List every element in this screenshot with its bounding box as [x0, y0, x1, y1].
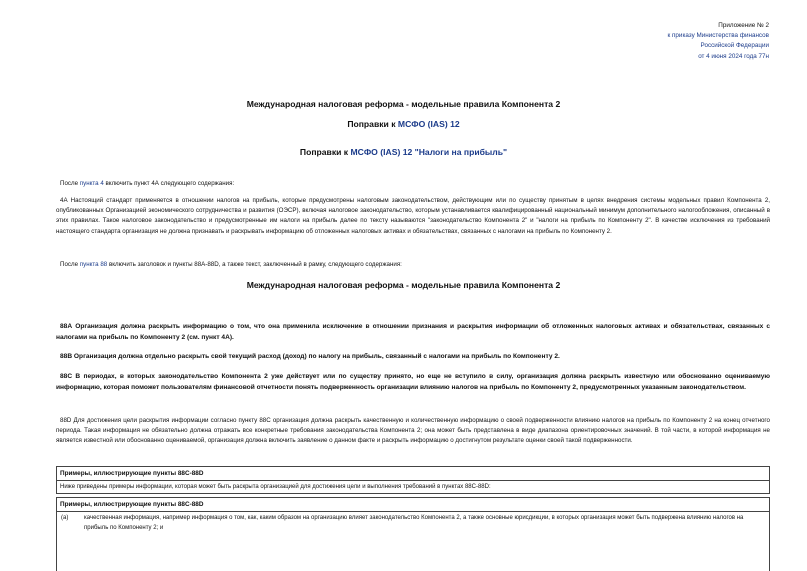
paragraph-after-88 — [56, 260, 770, 270]
paragraph-88-link[interactable]: пункта 88 — [79, 261, 108, 268]
list-item — [57, 512, 769, 533]
examples-box-title: Примеры, иллюстрирующие пункты 88С-88D — [57, 467, 769, 481]
document-title: Международная налоговая реформа - модельные правила Компонента 2 — [246, 99, 561, 109]
paragraph-text: включить пункт 4А следующего содержания: — [103, 180, 235, 187]
examples-box-continued-title: Примеры, иллюстрирующие пункты 88С-88D — [57, 498, 769, 512]
paragraph-text: После — [60, 261, 80, 268]
amendments-heading-prefix: Поправки к — [347, 119, 398, 129]
appendix-ministry-link[interactable]: Российской Федерации — [700, 42, 769, 50]
list-item-marker: (а) — [61, 515, 69, 521]
amendments-subheading — [0, 147, 807, 157]
appendix-order-link[interactable]: к приказу Министерства финансов — [667, 32, 769, 40]
paragraph-4-link[interactable]: пункта 4 — [79, 180, 104, 187]
section-heading: Международная налоговая реформа - модельные правила Компонента 2 — [246, 280, 561, 290]
paragraph-4a: 4А Настоящий стандарт применяется в отношении налогов на прибыль, которые предусмотрены налоговым законодательством, действующим или по существу принятым в целях внедрения системы модельных правил Компонента 2, опубликованных Организацией экономического сотрудничества и развития (ОЭСР), включая налоговое законодательство, которым устанавливается квалифицированный национальный минимум дополнительного налогообложения, описанный в этих правилах. Такое налоговое законодательство и предусмотренные им налоги на прибыль далее по тексту называются "законодательство Компонента 2" и "налоги на прибыль по Компоненту 2". В качестве исключения из требований настоящего стандарта организация не должна признавать и раскрывать информацию об отложенных налоговых активах и обязательствах, связанных с налогами на прибыль по Компоненту 2. — [56, 197, 770, 235]
paragraph-88a: 88А Организация должна раскрыть информацию о том, что она применила исключение в отношении признания и раскрытия информации об отложенных налоговых активах и обязательствах, связанных с налогами на прибыль по Компоненту 2 (см. пункт 4А). — [56, 323, 770, 341]
amendments-heading — [0, 119, 807, 129]
ias12-link[interactable]: МСФО (IAS) 12 — [397, 119, 460, 129]
examples-box-text: Ниже приведены примеры информации, которая может быть раскрыта организацией для достижения цели и выполнения требований в пунктах 88С-88D: — [60, 484, 491, 490]
paragraph-88b: 88В Организация должна отдельно раскрыть свой текущий расход (доход) по налогу на прибыль, связанный с налогами на прибыль по Компоненту 2. — [60, 353, 560, 360]
appendix-header — [469, 21, 769, 62]
list-item-text: качественная информация, например информация о том, как, каким образом на организацию влияет законодательство Компонента 2, а также основные юрисдикции, в которых организация может быть подвержена влиянию налогов на прибыль по Компоненту 2; и — [84, 515, 744, 531]
amendments-subheading-prefix: Поправки к — [299, 147, 351, 157]
appendix-number: Приложение № 2 — [718, 22, 769, 29]
paragraph-text: После — [60, 180, 80, 187]
examples-box-continued — [56, 497, 770, 571]
examples-box — [56, 466, 770, 494]
paragraph-text: включить заголовок и пункты 88А-88D, а также текст, заключенный в рамку, следующего содержания: — [107, 261, 402, 268]
paragraph-after-4 — [56, 179, 770, 189]
paragraph-88d: 88D Для достижения цели раскрытия информации согласно пункту 88С организация должна раскрыть качественную и количественную информацию о своей подверженности влиянию налогов на прибыль по Компоненту 2 на конец отчетного периода. Такая информация не обязательно должна отражать все конкретные требования законодательства Компонента 2; она может быть представлена в виде диапазона ориентировочных значений. В той части, в которой информация не является известной или обоснованно оцениваемой, организация должна включить заявление о данном факте и раскрыть информацию о достигнутом результате оценки своей такой подверженности. — [56, 417, 770, 445]
appendix-date-link[interactable]: от 4 июня 2024 года 77н — [698, 52, 769, 60]
ias12-income-tax-link[interactable]: МСФО (IAS) 12 "Налоги на прибыль" — [350, 147, 508, 157]
paragraph-88c: 88С В периодах, в которых законодательство Компонента 2 уже действует или по существу принято, но еще не вступило в силу, организация должна раскрыть известную или обоснованно оцениваемую информацию, которая поможет пользователям финансовой отчетности понять подверженность организации влиянию налогов на прибыль по Компоненту 2, предусмотренных указанным законодательством. — [56, 373, 770, 391]
